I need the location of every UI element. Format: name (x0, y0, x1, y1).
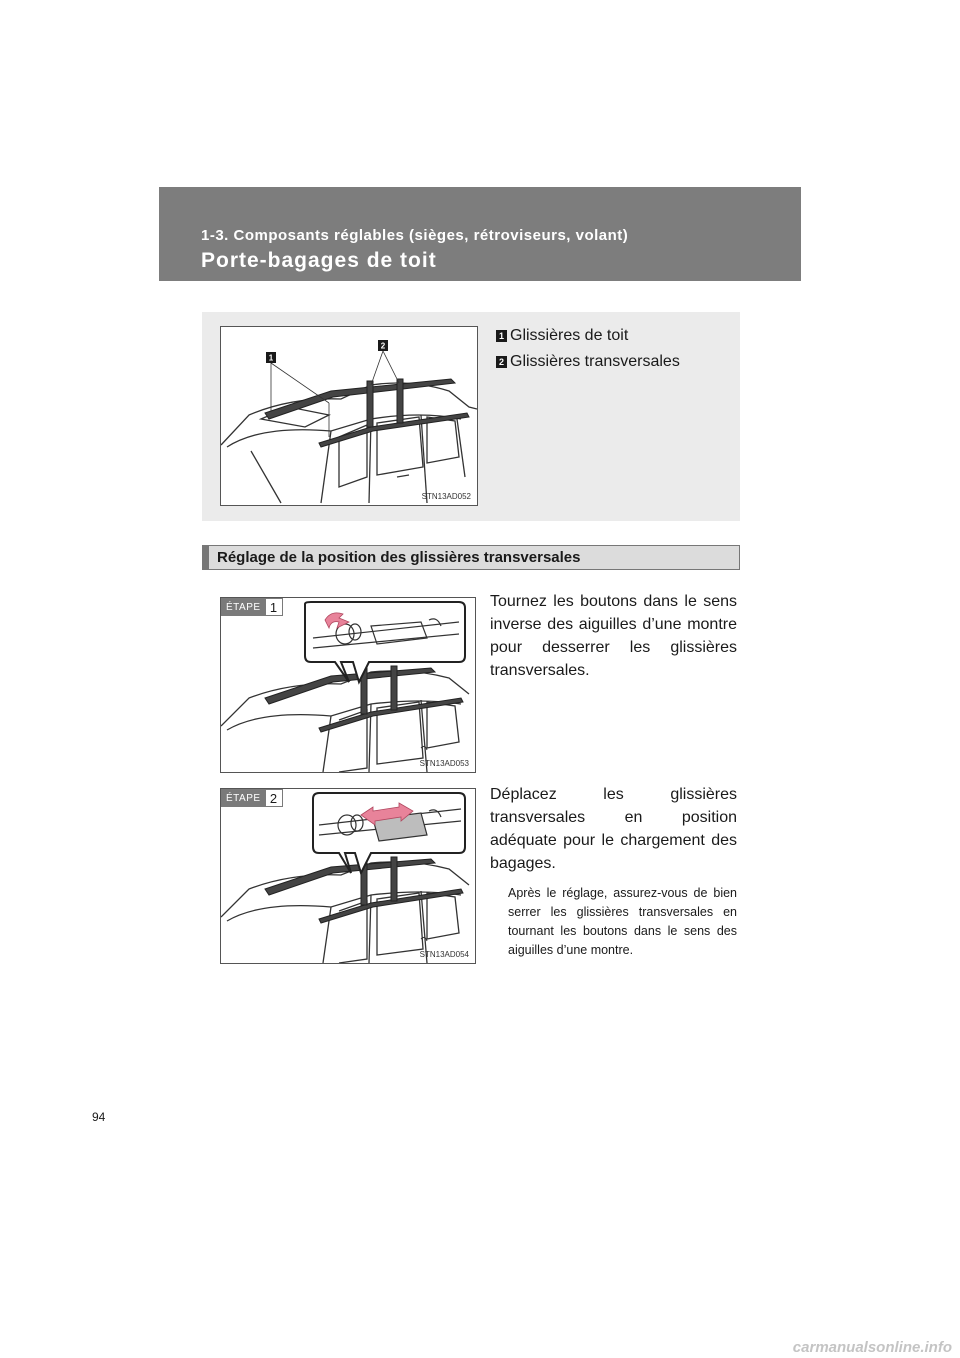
page-number: 94 (92, 1110, 106, 1124)
step-2-number: 2 (266, 789, 283, 807)
step-2-figure (220, 788, 476, 964)
step-2-text: Déplacez les glissières transversales en position adéquate pour le chargement des bagages. (490, 786, 737, 872)
overview-panel (202, 312, 740, 521)
legend-number-1: 1 (496, 330, 507, 342)
legend-item-roof-rails (496, 324, 680, 348)
callout-2: 2 (380, 341, 386, 351)
step-1-text: Tournez les boutons dans le sens inverse des aiguilles d’une montre pour desserrer les glissières transversales. (490, 593, 737, 679)
legend-item-cross-rails (496, 350, 680, 374)
section-heading (202, 545, 740, 570)
page-title: Porte-bagages de toit (201, 249, 437, 272)
chapter-header (159, 187, 801, 281)
figure-code: STN13AD052 (421, 492, 471, 501)
step-2-note: Après le réglage, assurez-vous de bien serrer les glissières transversales en tournant les boutons dans le sens des aiguilles d’une montre. (508, 886, 737, 957)
step-2-illustration (221, 789, 475, 963)
step-1-figure (220, 597, 476, 773)
step-1-word: ÉTAPE (221, 598, 266, 616)
watermark: carmanualsonline.info (792, 1338, 952, 1356)
figure-code: STN13AD054 (419, 950, 469, 959)
callout-1: 1 (268, 353, 274, 363)
legend (496, 324, 680, 376)
legend-text-2: Glissières transversales (510, 353, 680, 370)
chapter-subtitle: 1-3. Composants réglables (sièges, rétroviseurs, volant) (201, 227, 629, 244)
figure-code: STN13AD053 (419, 759, 469, 768)
overview-figure (220, 326, 478, 506)
step-1-number: 1 (266, 598, 283, 616)
car-roof-rails-illustration (221, 327, 477, 505)
legend-number-2: 2 (496, 356, 507, 368)
step-1-illustration (221, 598, 475, 772)
legend-text-1: Glissières de toit (510, 327, 629, 344)
step-2-word: ÉTAPE (221, 789, 266, 807)
section-accent (203, 546, 209, 569)
section-title: Réglage de la position des glissières transversales (217, 549, 581, 566)
